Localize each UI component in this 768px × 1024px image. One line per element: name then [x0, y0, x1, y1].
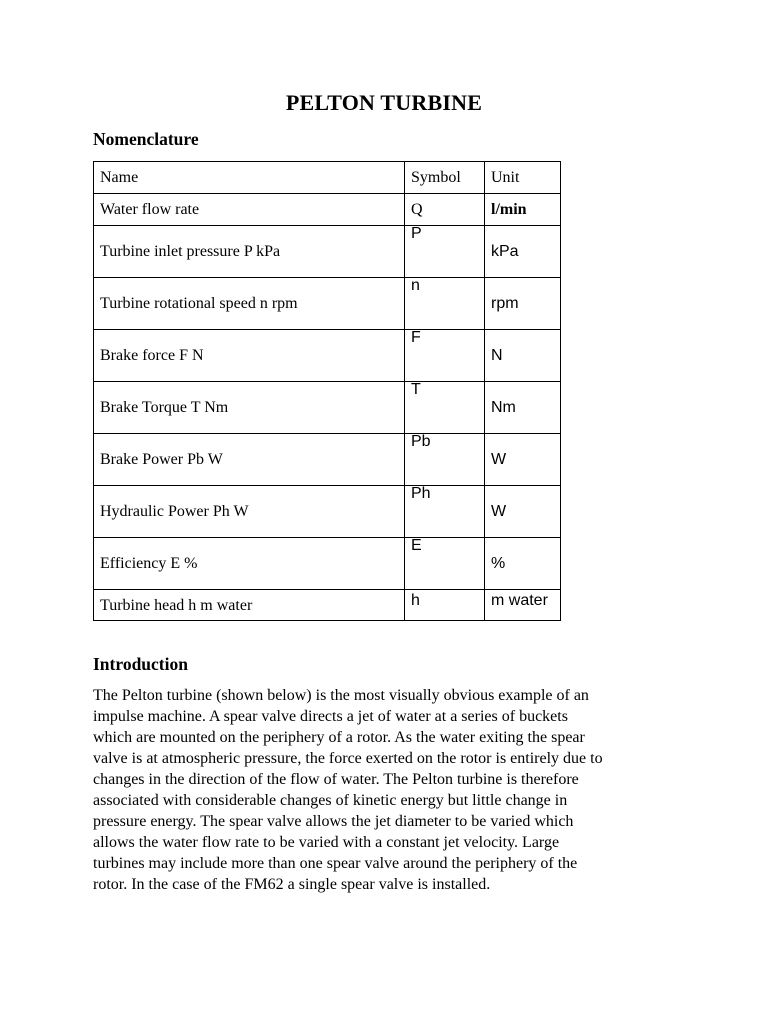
- row-symbol: Pb: [405, 434, 485, 486]
- table-row: [94, 330, 561, 382]
- header-name: Name: [94, 162, 405, 194]
- row-unit: rpm: [485, 278, 561, 330]
- table-row: [94, 486, 561, 538]
- paragraph-line: rotor. In the case of the FM62 a single spear valve is installed.: [93, 876, 491, 893]
- row-symbol: P: [405, 226, 485, 278]
- table-row: [94, 434, 561, 486]
- row-symbol: Ph: [405, 486, 485, 538]
- table-row: [94, 382, 561, 434]
- row-name: Brake force F N: [94, 330, 405, 382]
- row-unit: %: [485, 538, 561, 590]
- row-symbol: n: [405, 278, 485, 330]
- paragraph-line: which are mounted on the periphery of a rotor. As the water exiting the spear: [93, 729, 585, 746]
- table-row: [94, 538, 561, 590]
- row-symbol: Q: [405, 194, 485, 226]
- paragraph-line: allows the water flow rate to be varied with a constant jet velocity. Large: [93, 834, 560, 851]
- row-unit: l/min: [485, 194, 561, 226]
- table-row: [94, 226, 561, 278]
- row-name: Turbine inlet pressure P kPa: [94, 226, 405, 278]
- introduction-heading: Introduction: [93, 654, 188, 674]
- table-row: [94, 278, 561, 330]
- row-symbol: E: [405, 538, 485, 590]
- introduction-paragraph: [93, 685, 683, 895]
- header-unit: Unit: [485, 162, 561, 194]
- row-unit: W: [485, 434, 561, 486]
- row-name: Turbine head h m water: [94, 590, 405, 621]
- nomenclature-table: [93, 161, 561, 621]
- row-symbol: T: [405, 382, 485, 434]
- row-name: Brake Power Pb W: [94, 434, 405, 486]
- paragraph-line: impulse machine. A spear valve directs a jet of water at a series of buckets: [93, 708, 568, 725]
- table-row: [94, 590, 561, 621]
- page-title: PELTON TURBINE: [285, 90, 483, 115]
- row-symbol: h: [405, 590, 485, 621]
- row-name: Turbine rotational speed n rpm: [94, 278, 405, 330]
- paragraph-line: pressure energy. The spear valve allows the jet diameter to be varied which: [93, 813, 574, 830]
- header-symbol: Symbol: [405, 162, 485, 194]
- row-name: Brake Torque T Nm: [94, 382, 405, 434]
- row-name: Hydraulic Power Ph W: [94, 486, 405, 538]
- table-row: [94, 194, 561, 226]
- paragraph-line: changes in the direction of the flow of water. The Pelton turbine is therefore: [93, 771, 579, 788]
- row-name: Efficiency E %: [94, 538, 405, 590]
- row-unit: m water: [485, 590, 561, 621]
- nomenclature-heading: Nomenclature: [93, 129, 199, 149]
- row-symbol: F: [405, 330, 485, 382]
- paragraph-line: associated with considerable changes of kinetic energy but little change in: [93, 792, 568, 809]
- paragraph-line: turbines may include more than one spear valve around the periphery of the: [93, 855, 578, 872]
- row-unit: W: [485, 486, 561, 538]
- table-header-row: [94, 162, 561, 194]
- row-name: Water flow rate: [94, 194, 405, 226]
- paragraph-line: valve is at atmospheric pressure, the force exerted on the rotor is entirely due to: [93, 750, 603, 767]
- paragraph-line: The Pelton turbine (shown below) is the most visually obvious example of an: [93, 687, 589, 704]
- row-unit: Nm: [485, 382, 561, 434]
- row-unit: kPa: [485, 226, 561, 278]
- row-unit: N: [485, 330, 561, 382]
